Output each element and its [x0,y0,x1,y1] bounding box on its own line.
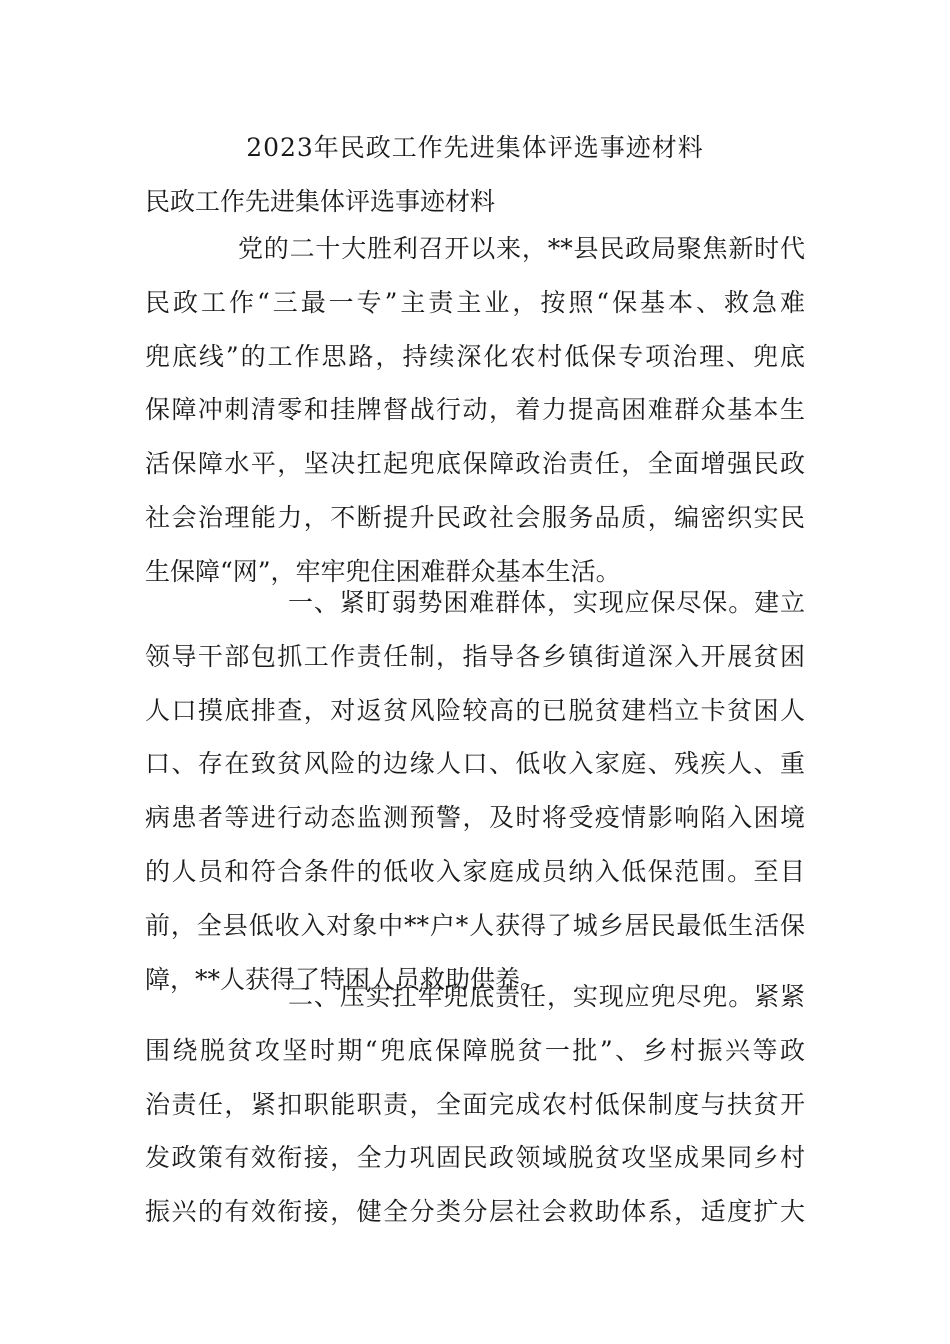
paragraph-line: 围绕脱贫攻坚时期“兜底保障脱贫一批”、乡村振兴等政 [145,1035,805,1065]
paragraph-line: 障，**人获得了特困人员救助供养。 [145,964,546,994]
paragraph-line: 振兴的有效衔接，健全分类分层社会救助体系，适度扩大 [145,1197,805,1227]
paragraph-line: 生保障“网”，牢牢兜住困难群众基本生活。 [145,556,621,586]
paragraph-line: 党的二十大胜利召开以来，**县民政局聚焦新时代 [238,234,805,263]
paragraph-line: 二、压实扛牢兜底责任，实现应兜尽兜。紧紧 [288,982,805,1011]
paragraph-line: 社会治理能力，不断提升民政社会服务品质，编密织实民 [145,502,805,532]
paragraph-line: 一、紧盯弱势困难群体，实现应保尽保。建立 [288,588,805,617]
paragraph-line: 保障冲刺清零和挂牌督战行动，着力提高困难群众基本生 [145,395,805,425]
paragraph-line: 前，全县低收入对象中**户*人获得了城乡居民最低生活保 [145,910,805,940]
paragraph-line: 领导干部包抓工作责任制，指导各乡镇街道深入开展贫困 [145,641,805,671]
paragraph-1 [145,222,805,599]
document-subtitle: 民政工作先进集体评选事迹材料 [145,187,496,216]
paragraph-line: 治责任，紧扣职能职责，全面完成农村低保制度与扶贫开 [145,1089,805,1119]
paragraph-line: 病患者等进行动态监测预警，及时将受疫情影响陷入困境 [145,803,805,833]
paragraph-3 [145,970,805,1239]
paragraph-line: 发政策有效衔接，全力巩固民政领域脱贫攻坚成果同乡村 [145,1143,805,1173]
document-title: 2023年民政工作先进集体评选事迹材料 [246,133,704,162]
paragraph-line: 的人员和符合条件的低收入家庭成员纳入低保范围。至目 [145,856,805,886]
paragraph-line: 民政工作“三最一专”主责主业，按照“保基本、救急难 [145,287,805,317]
paragraph-line: 兜底线”的工作思路，持续深化农村低保专项治理、兜底 [145,341,805,371]
paragraph-line: 活保障水平，坚决扛起兜底保障政治责任，全面增强民政 [145,449,805,479]
paragraph-2 [145,576,805,1006]
paragraph-line: 人口摸底排查，对返贫风险较高的已脱贫建档立卡贫困人 [145,695,805,725]
paragraph-line: 口、存在致贫风险的边缘人口、低收入家庭、残疾人、重 [145,749,805,779]
